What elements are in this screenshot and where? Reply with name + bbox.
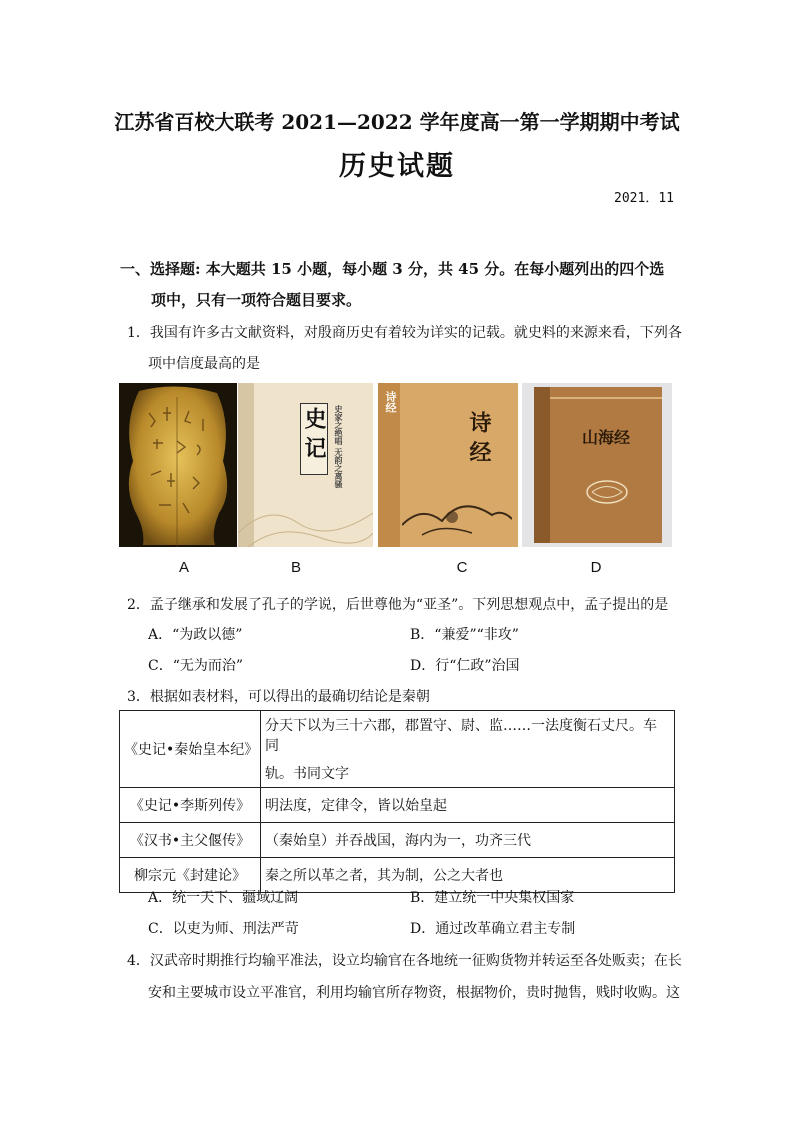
table-row (120, 823, 675, 858)
q3-option-c: C．以吏为师、刑法严苛 (148, 921, 299, 937)
table-source-cell: 《史记•李斯列传》 (120, 788, 261, 823)
table-text-cell (261, 711, 675, 788)
q3-option-a: A．统一天下、疆域辽阔 (148, 890, 299, 906)
exam-title: 江苏省百校大联考 2021—2022 学年度高一第一学期期中考试 (114, 110, 680, 134)
image-caption-a: A (178, 559, 189, 576)
image-caption-d: D (590, 559, 602, 576)
table-text-line: 轨。书同文字 (265, 766, 349, 782)
oracle-bone-image (119, 383, 237, 547)
table-text-cell: （秦始皇）并吞战国，海内为一，功齐三代 (261, 823, 675, 858)
table-source-cell: 柳宗元《封建论》 (120, 858, 261, 893)
q3-option-b: B．建立统一中央集权国家 (410, 890, 575, 906)
q1-stem-line2: 项中信度最高的是 (148, 356, 260, 372)
q2-option-a: A．“为政以德” (148, 627, 243, 643)
q2-stem: 2．孟子继承和发展了孔子的学说，后世尊他为“亚圣”。下列思想观点中，孟子提出的是 (127, 597, 669, 613)
shiji-side-text: 史家之绝唱 无韵之离骚 (334, 405, 344, 488)
exam-date: 2021．11 (614, 191, 674, 206)
table-row (120, 711, 675, 788)
q1-stem-line1: 1．我国有许多古文献资料，对殷商历史有着较为详实的记载。就史料的来源来看，下列各 (127, 325, 682, 341)
q4-stem-line2: 安和主要城市设立平准官，利用均输官所存物资，根据物价，贵时抛售，贱时收购。这 (148, 985, 680, 1001)
q3-material-table (119, 710, 675, 893)
section-heading-line1: 一、选择题: 本大题共 15 小题，每小题 3 分，共 45 分。在每小题列出的四个选 (120, 260, 665, 278)
q2-option-c: C．“无为而治” (148, 658, 244, 674)
q3-option-d: D．通过改革确立君主专制 (410, 921, 576, 937)
shanhaijing-book-image (522, 383, 672, 547)
table-source-cell: 《史记•秦始皇本纪》 (120, 711, 261, 788)
image-caption-c: C (456, 559, 468, 576)
q2-option-b: B．“兼爱”“非攻” (410, 627, 519, 643)
table-text-line: 分天下以为三十六郡，郡置守、尉、监……一法度衡石丈尺。车同 (265, 718, 657, 754)
subject-title: 历史试题 (339, 151, 455, 182)
q4-stem-line1: 4．汉武帝时期推行均输平准法，设立均输官在各地统一征购货物并转运至各处贩卖；在长 (127, 953, 682, 969)
table-text-cell: 秦之所以革之者，其为制，公之大者也 (261, 858, 675, 893)
image-caption-b: B (290, 559, 301, 576)
table-source-cell: 《汉书•主父偃传》 (120, 823, 261, 858)
section-heading-line2: 项中，只有一项符合题目要求。 (151, 291, 362, 309)
shijing-book-image (378, 383, 518, 547)
q3-stem: 3．根据如表材料，可以得出的最确切结论是秦朝 (127, 689, 430, 705)
shijing-side-label: 诗经 (384, 391, 397, 413)
shiji-cover-title: 史 记 (301, 407, 327, 459)
shanhaijing-cover-title: 山海经 (581, 428, 630, 447)
shijing-cover-title: 诗 经 (466, 411, 492, 463)
table-row (120, 788, 675, 823)
shiji-book-image (238, 383, 373, 547)
q2-option-d: D．行“仁政”治国 (410, 658, 520, 674)
table-text-cell: 明法度，定律令，皆以始皇起 (261, 788, 675, 823)
